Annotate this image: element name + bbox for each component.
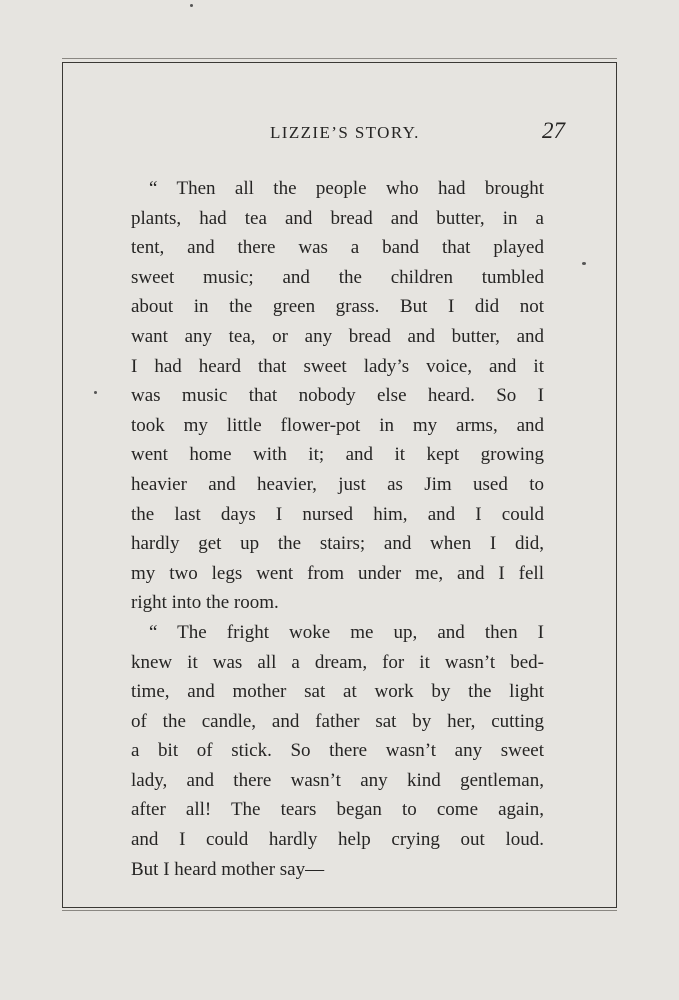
text-line: I had heard that sweet lady’s voice, and it: [131, 355, 544, 377]
text-line: took my little flower-pot in my arms, and: [131, 414, 544, 436]
frame-top-rule: [62, 58, 617, 59]
text-line: plants, had tea and bread and butter, in a: [131, 207, 544, 229]
paper-speck: [582, 262, 586, 265]
paper-speck: [94, 391, 97, 394]
text-line: knew it was all a dream, for it wasn’t bed-: [131, 651, 544, 673]
text-line: But I heard mother say—: [131, 858, 325, 880]
text-line: hardly get up the stairs; and when I did,: [131, 533, 544, 555]
running-head: [62, 120, 617, 150]
text-line: my two legs went from under me, and I fell: [131, 562, 544, 584]
text-line: want any tea, or any bread and butter, and: [131, 325, 544, 347]
body-text: [131, 174, 544, 884]
text-line: lady, and there wasn’t any kind gentleman,: [131, 769, 544, 791]
frame-bottom-rule: [62, 910, 617, 911]
text-line: went home with it; and it kept growing: [131, 444, 544, 466]
text-line: the last days I nursed him, and I could: [131, 503, 544, 525]
text-line: a bit of stick. So there wasn’t any sweet: [131, 740, 544, 762]
text-line: “ Then all the people who had brought: [149, 178, 544, 199]
text-line: heavier and heavier, just as Jim used to: [131, 473, 544, 495]
text-line: sweet music; and the children tumbled: [131, 266, 544, 288]
text-line: “ The fright woke me up, and then I: [149, 621, 544, 643]
text-line: tent, and there was a band that played: [131, 237, 544, 259]
paper-speck: [190, 4, 193, 7]
page-number: 27: [542, 118, 565, 143]
running-title: LIZZIE’S STORY.: [270, 123, 420, 142]
text-line: time, and mother sat at work by the light: [131, 681, 544, 703]
text-line: of the candle, and father sat by her, cutting: [131, 710, 544, 732]
text-line: right into the room.: [131, 592, 279, 614]
text-line: was music that nobody else heard. So I: [131, 385, 544, 407]
text-line: and I could hardly help crying out loud.: [131, 829, 544, 851]
text-line: about in the green grass. But I did not: [131, 296, 544, 318]
text-line: after all! The tears began to come again,: [131, 799, 544, 821]
